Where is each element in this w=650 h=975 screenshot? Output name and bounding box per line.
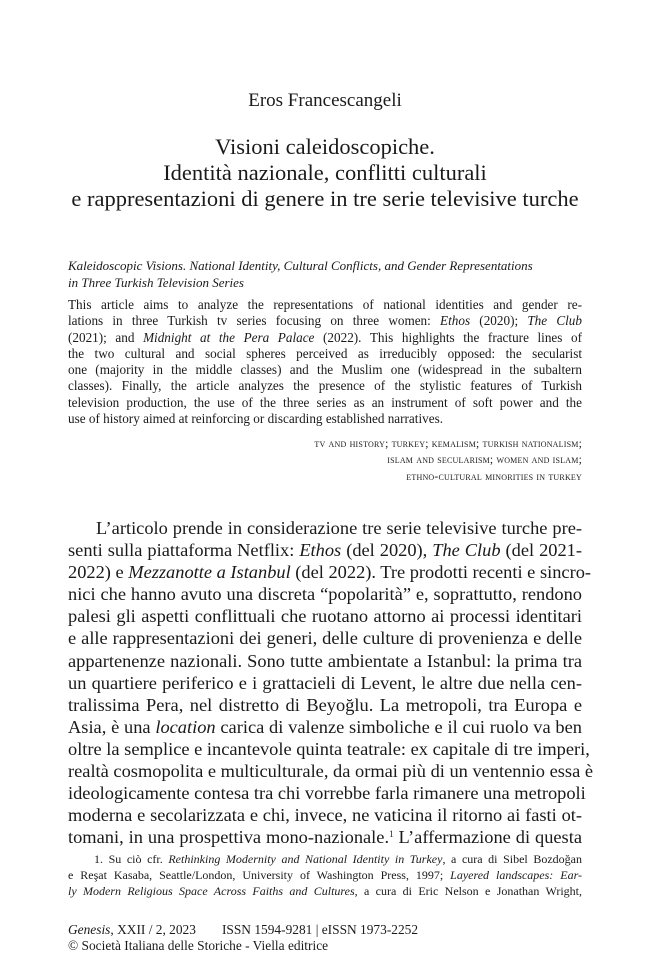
keyword-line: tv and history; turkey; kemalism; turkish nationalism;: [314, 437, 582, 450]
footnote: [68, 851, 582, 899]
issn: ISSN 1594-9281 | eISSN 1973-2252: [221, 922, 419, 937]
footnote-line: ly Modern Religious Space Across Faiths and Cultures, a cura di Eric Nelson e Jonathan Wright,: [68, 884, 582, 898]
body-line: Asia, è una location carica di valenze simboliche e il cui ruolo va ben: [68, 716, 582, 737]
footnote-line: 1. Su ciò cfr. Rethinking Modernity and National Identity in Turkey, a cura di Sibel Bozdoğan: [94, 852, 582, 866]
body-line: tralissima Pera, nel distretto di Beyoğlu. La metropoli, tra Europa e: [68, 694, 582, 715]
copyright: © Società Italiana delle Storiche - Viella editrice: [68, 938, 329, 953]
keywords: [68, 436, 582, 485]
body-line: L’articolo prende in considerazione tre serie televisive turche pre-: [96, 518, 582, 538]
english-title-line: in Three Turkish Television Series: [68, 274, 244, 290]
abstract-line: This article aims to analyze the representations of national identities and gender re-: [68, 297, 582, 312]
abstract-line: use of history aimed at reinforcing or discarding established narratives.: [68, 411, 443, 427]
body-line: un quartiere periferico e i grattacieli di Levent, le altre due nella cen-: [68, 672, 582, 693]
abstract-line: classes). Finally, the article analyzes the presence of the stylistic features of Turkish: [68, 378, 582, 394]
keyword-line: ethno-cultural minorities in turkey: [406, 469, 582, 483]
body-line: ideologicamente contesa tra chi vorrebbe farla rimanere una metropoli: [68, 783, 586, 804]
article-title: [62, 134, 588, 212]
abstract-line: one (majority in the middle classes) and the Muslim one (widespread in the subaltern: [68, 362, 582, 378]
title-line: Visioni caleidoscopiche.: [215, 134, 435, 159]
abstract-line: the two cultural and social spheres perceived as irreducibly opposed: the secularist: [68, 345, 582, 361]
footnote-ref[interactable]: 1: [389, 829, 394, 840]
body-line: oltre la semplice e incantevole quinta teatrale: ex capitale di tre imperi,: [68, 738, 590, 759]
abstract: [68, 297, 582, 427]
page-footer: [68, 922, 582, 954]
author-name: Eros Francescangeli: [248, 90, 402, 111]
footnote-line: e Reşat Kasaba, Seattle/London, University of Washington Press, 1997; Layered landscapes: Ear-: [68, 868, 582, 882]
body-line: e alle rappresentazioni dei generi, delle culture di provenienza e delle: [68, 628, 582, 649]
abstract-line: lations in three Turkish tv series focusing on three women: Ethos (2020); The Club: [68, 313, 582, 329]
body-line: tomani, in una prospettiva mono-nazionale.$^1$ L’affermazione di questa: [68, 827, 582, 848]
english-title: [68, 258, 582, 291]
body-line: moderna e secolarizzata e chi, invece, ne vaticina il ritorno ai fasti ot-: [68, 805, 582, 826]
body-line: realtà cosmopolita e multiculturale, da ormai più di un ventennio essa è: [68, 761, 593, 782]
body-paragraph: [68, 517, 593, 848]
body-line: palesi gli aspetti conflittuali che ruotano attorno ai processi identitari: [68, 606, 582, 627]
title-line: Identità nazionale, conflitti culturali: [163, 160, 487, 185]
english-title-line: Kaleidoscopic Visions. National Identity, Cultural Conflicts, and Gender Representations: [68, 258, 533, 273]
keyword-line: islam and secularism; women and islam;: [387, 453, 582, 467]
body-line: 2022) e Mezzanotte a Istanbul (del 2022). Tre prodotti recenti e sincro-: [68, 562, 592, 583]
abstract-line: television production, the use of the three series as an instrument of soft power and the: [68, 394, 582, 410]
title-line: e rappresentazioni di genere in tre serie televisive turche: [71, 186, 579, 211]
body-line: senti sulla piattaforma Netflix: Ethos (del 2020), The Club (del 2021-: [68, 540, 582, 561]
journal-citation: Genesis, XXII / 2, 2023: [68, 922, 196, 937]
abstract-line: (2021); and Midnight at the Pera Palace (2022). This highlights the fracture lines of: [68, 329, 582, 345]
body-line: nici che hanno avuto una discreta “popolarità” e, soprattutto, rendono: [68, 584, 582, 605]
body-line: appartenenze nazionali. Sono tutte ambientate a Istanbul: la prima tra: [68, 650, 582, 671]
